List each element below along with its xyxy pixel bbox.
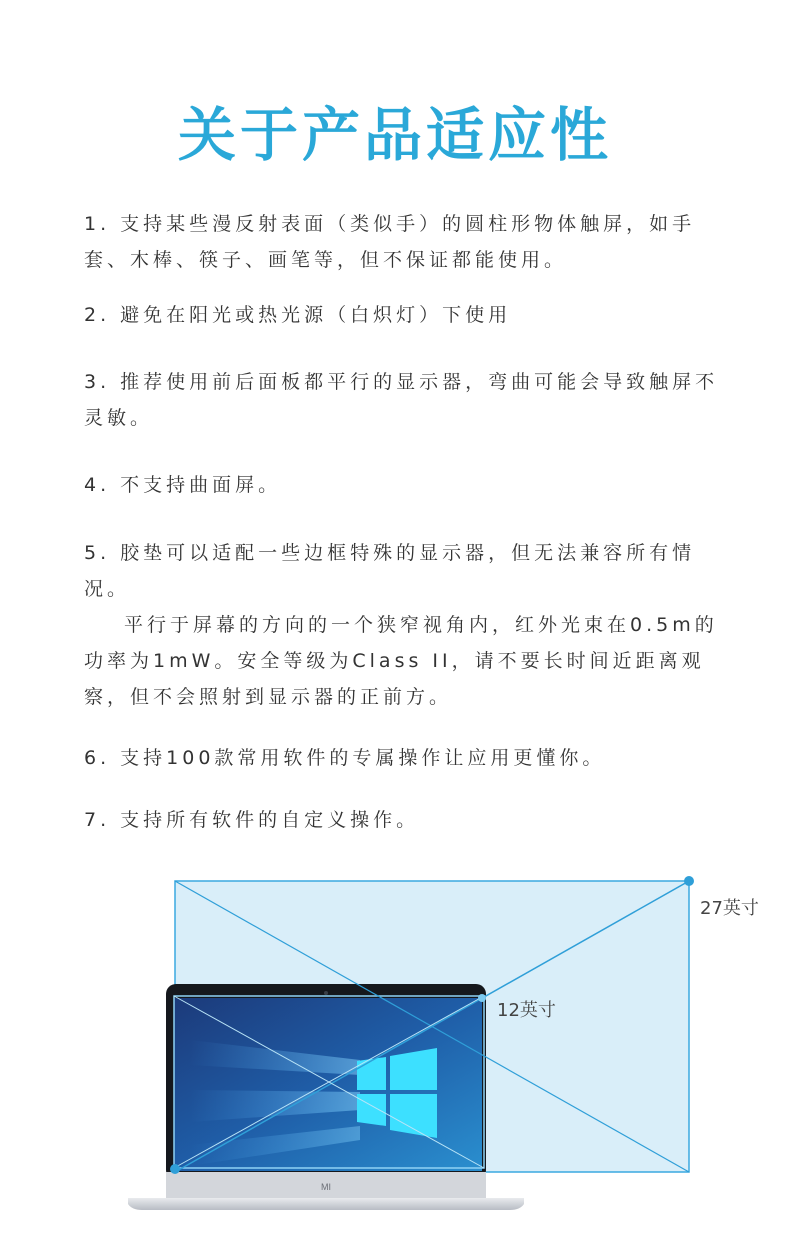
- label-27-inch: 27英寸: [700, 898, 759, 919]
- item-6: 6. 支持100款常用软件的专属操作让应用更懂你。: [84, 747, 606, 769]
- laptop-base: [128, 1198, 524, 1210]
- item-7: 7. 支持所有软件的自定义操作。: [84, 809, 420, 831]
- item-5-note: 平行于屏幕的方向的一个狭窄视角内，红外光束在0.5m的功率为1mW。安全等级为Class II，请不要长时间近距离观察，但不会照射到显示器的正前方。: [84, 614, 718, 708]
- laptop-logo: MI: [321, 1182, 331, 1192]
- small-diagonal-end-dot: [478, 994, 486, 1002]
- item-5: 5. 胶垫可以适配一些边框特殊的显示器，但无法兼容所有情况。: [84, 542, 696, 600]
- diagram-svg: [0, 860, 790, 1254]
- item-1: 1. 支持某些漫反射表面（类似手）的圆柱形物体触屏，如手套、木棒、筷子、画笔等，但不保证都能使用。: [84, 213, 696, 271]
- diagonal-start-dot: [170, 1164, 180, 1174]
- large-diagonal-end-dot: [684, 876, 694, 886]
- item-2: 2. 避免在阳光或热光源（白炽灯）下使用: [84, 304, 512, 326]
- item-3: 3. 推荐使用前后面板都平行的显示器，弯曲可能会导致触屏不灵敏。: [84, 371, 719, 429]
- label-12-inch: 12英寸: [497, 1000, 556, 1021]
- screen-size-diagram: [0, 860, 790, 1254]
- item-4: 4. 不支持曲面屏。: [84, 474, 282, 496]
- page-title: 关于产品适应性: [177, 101, 612, 169]
- camera-icon: [324, 991, 328, 995]
